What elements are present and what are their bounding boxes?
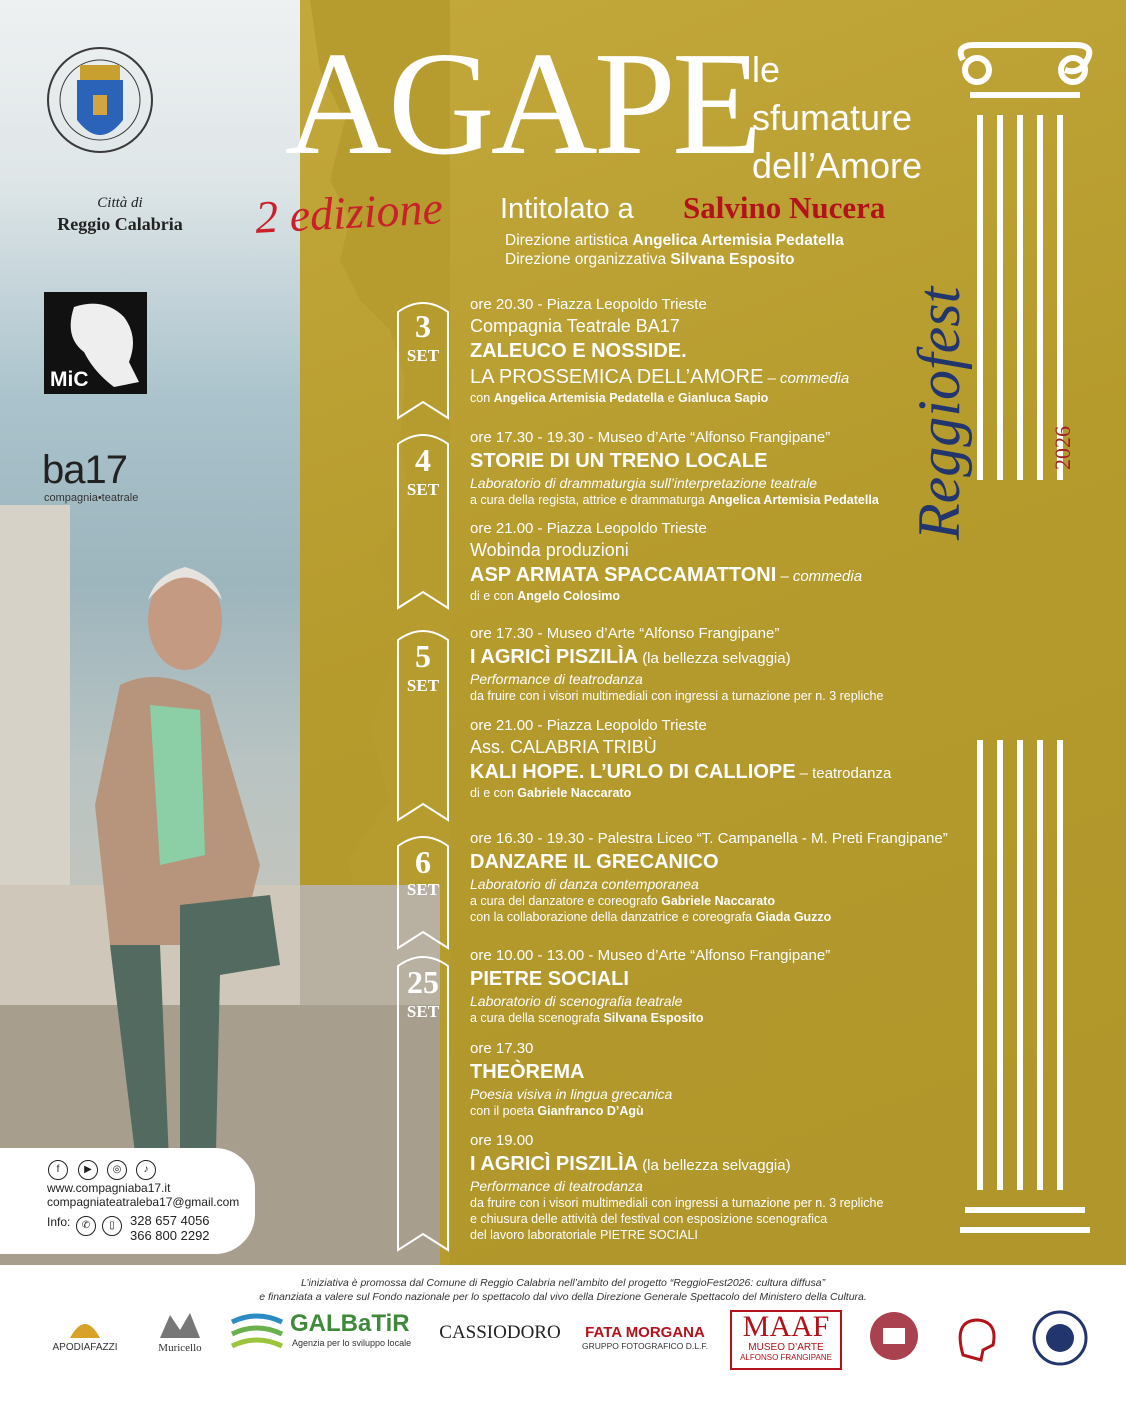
date-month: SET (406, 1002, 440, 1021)
sponsor-fata-morgana (580, 1310, 710, 1370)
credit-prefix: con la collaborazione della danzatrice e coreografa (470, 909, 753, 924)
event-note-3: del lavoro laboratoriale PIETRE SOCIALI (470, 1228, 698, 1243)
round-seal-icon (868, 1310, 920, 1362)
event-credits (470, 785, 970, 801)
event-title: STORIE DI UN TRENO LOCALE (470, 449, 768, 472)
organizational-direction-label: Direzione organizzativa (505, 251, 667, 268)
date-month: SET (406, 676, 440, 695)
sponsor-subtitle-1: MUSEO D’ARTE (748, 1342, 824, 1353)
credit-prefix: a cura del danzatore e coreografo (470, 893, 658, 908)
sponsor-label: APODIAFAZZI (52, 1342, 118, 1353)
info-label: Info: (47, 1215, 71, 1229)
event-note-2: e chiusura delle attività del festival con esposizione scenografica (470, 1211, 828, 1226)
credit-name: Gabriele Naccarato (517, 785, 632, 800)
festival-year: 2026 (1050, 426, 1075, 470)
date-ribbon-25 (395, 952, 451, 1252)
date-month: SET (406, 880, 440, 899)
credit-name: Silvana Esposito (603, 1010, 704, 1025)
date-day: 4 (415, 442, 431, 478)
sponsor-label: CASSIODORO (439, 1322, 561, 1343)
event-title: KALI HOPE. L’URLO DI CALLIOPE (470, 760, 796, 783)
event-time: ore 17.30 - 19.30 - Museo d’Arte “Alfonso Frangipane” (470, 429, 831, 446)
phone-number-1[interactable]: 328 657 4056 (130, 1213, 210, 1228)
sun-icon (65, 1310, 105, 1340)
credit-name-1: Angelica Artemisia Pedatella (493, 390, 665, 405)
credit-prefix: di e con (470, 785, 514, 800)
event-title: THEÒREMA (470, 1060, 585, 1083)
event-title-row (470, 644, 970, 670)
school-seal-icon (1032, 1310, 1088, 1366)
event-subtitle: (la bellezza selvaggia) (642, 1156, 791, 1174)
credit-name-2: Gianluca Sapio (678, 390, 769, 405)
figure-icon (155, 1310, 205, 1340)
event-title: I AGRICÌ PISZILÌA (470, 1152, 639, 1175)
credit-prefix: di e con (470, 588, 514, 603)
head-profile-icon (943, 1310, 1013, 1365)
sponsor-label: FATA MORGANA (585, 1324, 705, 1341)
event-credits (470, 492, 970, 508)
sponsor-subtitle: Agenzia per lo sviluppo locale (292, 1338, 412, 1348)
main-title: AGAPE (285, 22, 759, 186)
whatsapp-icon[interactable]: ✆ (76, 1216, 96, 1236)
event-title: I AGRICÌ PISZILÌA (470, 645, 639, 668)
date-ribbon-3 (395, 298, 451, 420)
waves-icon (230, 1310, 285, 1358)
website-link[interactable]: www.compagniaba17.it (47, 1181, 171, 1195)
dedication-prefix: Intitolato a (500, 193, 634, 225)
sponsor-muricello (145, 1310, 215, 1370)
phone-number-2[interactable]: 366 800 2292 (130, 1228, 210, 1243)
event-description: Laboratorio di drammaturgia sull’interpretazione teatrale (470, 474, 818, 491)
event-description: Performance di teatrodanza (470, 670, 643, 687)
ba17-subtitle: compagnia•teatrale (44, 492, 139, 504)
sponsor-comprehensive-logo (1030, 1310, 1090, 1370)
event-genre: – teatrodanza (799, 764, 892, 782)
event-time: ore 16.30 - 19.30 - Palestra Liceo “T. Campanella - M. Preti Frangipane” (470, 830, 948, 847)
event-genre: – commedia (767, 369, 850, 387)
sponsor-maaf (730, 1310, 842, 1370)
event-title: PIETRE SOCIALI (470, 967, 629, 990)
email-link[interactable]: compagniateatraleba17@gmail.com (47, 1195, 240, 1209)
sponsor-subtitle-2: ALFONSO FRANGIPANE (740, 1353, 832, 1362)
event-kali-hope (470, 716, 970, 801)
sponsor-cassiodoro (435, 1310, 565, 1370)
sponsor-apodiafazzi (40, 1310, 130, 1370)
event-title-row (470, 562, 970, 588)
event-asp-armata (470, 519, 970, 604)
event-genre: – commedia (780, 567, 863, 585)
artistic-direction-name: Angelica Artemisia Pedatella (632, 232, 844, 249)
credit-name: Gabriele Naccarato (661, 893, 776, 908)
credit-name: Gianfranco D’Agù (537, 1103, 644, 1118)
event-title: ZALEUCO E NOSSIDE. (470, 339, 687, 362)
event-title: DANZARE IL GRECANICO (470, 850, 719, 873)
date-month: SET (406, 346, 440, 365)
ionic-column-illustration (955, 40, 1095, 1270)
organizational-direction-name: Silvana Esposito (670, 251, 795, 268)
event-credits (470, 1103, 970, 1119)
date-month: SET (406, 480, 440, 499)
event-time: ore 21.00 - Piazza Leopoldo Trieste (470, 520, 707, 537)
event-pietre-sociali (470, 946, 970, 1026)
artistic-direction-label: Direzione artistica (505, 232, 629, 249)
credit-name: Angelica Artemisia Pedatella (708, 492, 879, 507)
organizational-direction (505, 251, 794, 269)
subtitle-word-1: le (752, 49, 781, 90)
event-company: Ass. CALABRIA TRIBÙ (470, 736, 657, 757)
sponsor-galbatir (230, 1310, 420, 1370)
sponsor-label: GALBaTiR (290, 1310, 410, 1337)
event-zaleuco (470, 295, 970, 406)
event-time: ore 21.00 - Piazza Leopoldo Trieste (470, 717, 707, 734)
event-title-line2 (470, 364, 970, 390)
event-company: Compagnia Teatrale BA17 (470, 315, 680, 336)
event-title-row (470, 759, 970, 785)
edition-label: 2 edizione (253, 182, 445, 243)
city-prefix: Città di (97, 195, 143, 211)
event-credits-1 (470, 893, 990, 909)
event-theorema (470, 1039, 970, 1119)
event-title-2: LA PROSSEMICA DELL’AMORE (470, 365, 764, 388)
event-time: ore 17.30 (470, 1040, 534, 1057)
event-note: da fruire con i visori multimediali con ingressi a turnazione per n. 3 repliche (470, 688, 884, 703)
instagram-icon[interactable]: ◎ (107, 1160, 127, 1180)
facebook-icon[interactable]: f (48, 1160, 68, 1180)
event-description: Laboratorio di scenografia teatrale (470, 992, 683, 1009)
dedication-name: Salvino Nucera (683, 190, 886, 225)
youtube-icon[interactable]: ▶ (78, 1160, 98, 1180)
footer-note-line-1: L’iniziativa è promossa dal Comune di Reggio Calabria nell’ambito del progetto “ReggioFest2026: cultura diffusa” (300, 1277, 826, 1289)
sponsor-campanella-logo (866, 1310, 921, 1370)
event-company: Wobinda produzioni (470, 539, 629, 560)
credit-prefix: a cura della scenografa (470, 1010, 600, 1025)
event-time: ore 10.00 - 13.00 - Museo d’Arte “Alfonso Frangipane” (470, 947, 831, 964)
event-description: Performance di teatrodanza (470, 1177, 643, 1194)
event-note-1: da fruire con i visori multimediali con ingressi a turnazione per n. 3 repliche (470, 1195, 884, 1210)
date-day: 6 (415, 844, 431, 880)
date-day: 5 (415, 638, 431, 674)
event-time: ore 17.30 - Museo d’Arte “Alfonso Frangipane” (470, 625, 780, 642)
event-agrici-2 (470, 1131, 970, 1243)
event-agrici-1 (470, 624, 970, 704)
sponsor-label: MAAF (742, 1310, 830, 1343)
sponsor-subtitle: GRUPPO FOTOGRAFICO D.L.F. (582, 1341, 708, 1351)
mic-label: MiC (50, 368, 89, 391)
ba17-logo: ba17 (42, 448, 127, 492)
festival-name: Reggiofest (906, 286, 972, 540)
sponsor-label: Muricello (158, 1342, 202, 1354)
city-crest-logo (45, 40, 155, 180)
event-storie-treno (470, 428, 970, 508)
credit-name: Angelo Colosimo (517, 588, 621, 603)
date-day: 25 (407, 964, 439, 1000)
date-day: 3 (415, 308, 431, 344)
footer-note-line-2: e finanziata a valere sul Fondo nazionale per lo spettacolo dal vivo della Direzione Generale Spettacolo del Ministero della Cultura. (259, 1291, 867, 1303)
subtitle-word-3: dell’Amore (752, 145, 923, 186)
event-description: Poesia visiva in lingua grecanica (470, 1085, 673, 1102)
event-description: Laboratorio di danza contemporanea (470, 875, 699, 892)
artistic-direction (505, 232, 844, 250)
city-name: Reggio Calabria (57, 214, 183, 234)
credit-prefix: a cura della regista, attrice e drammaturga (470, 492, 705, 507)
credit-prefix: con (470, 390, 491, 405)
event-time: ore 20.30 - Piazza Leopoldo Trieste (470, 296, 707, 313)
event-time: ore 19.00 (470, 1132, 534, 1149)
event-title: ASP ARMATA SPACCAMATTONI (470, 563, 777, 586)
event-credits (470, 390, 970, 406)
credit-name: Giada Guzzo (755, 909, 832, 924)
date-ribbon-6 (395, 832, 451, 950)
event-credits (470, 588, 970, 604)
credit-prefix: con il poeta (470, 1103, 534, 1118)
sponsor-liceo-logo (938, 1310, 1018, 1370)
event-credits-2 (470, 909, 990, 925)
event-subtitle: (la bellezza selvaggia) (642, 649, 791, 667)
phone-icon[interactable]: ▯ (102, 1216, 122, 1236)
event-credits (470, 1010, 970, 1026)
tiktok-icon[interactable]: ♪ (136, 1160, 156, 1180)
date-ribbon-5 (395, 626, 451, 822)
event-danzare-grecanico (470, 829, 990, 925)
date-ribbon-4 (395, 430, 451, 610)
event-title-row (470, 1151, 970, 1177)
subtitle-word-2: sfumature (752, 97, 913, 138)
credit-and: e (667, 390, 675, 405)
